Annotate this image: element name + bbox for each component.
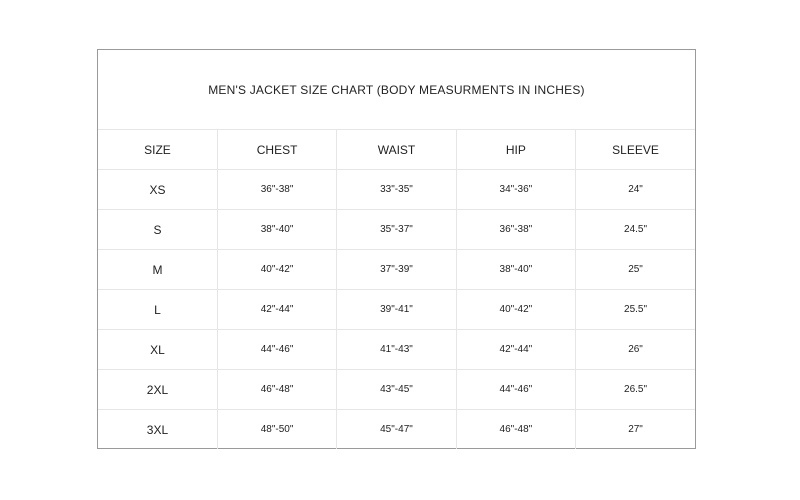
chest-cell: 40"-42" (217, 250, 336, 290)
table-row (98, 290, 695, 330)
sleeve-cell: 26.5" (576, 370, 695, 410)
sleeve-cell: 26" (576, 330, 695, 370)
table-row (98, 170, 695, 210)
sleeve-cell: 24" (576, 170, 695, 210)
sleeve-cell: 24.5" (576, 210, 695, 250)
waist-cell: 43"-45" (337, 370, 456, 410)
column-header-sleeve: SLEEVE (576, 130, 695, 170)
chest-cell: 36"-38" (217, 170, 336, 210)
size-chart (97, 49, 696, 449)
waist-cell: 41"-43" (337, 330, 456, 370)
hip-cell: 38"-40" (456, 250, 575, 290)
size-cell: XS (98, 170, 217, 210)
table-row (98, 410, 695, 450)
size-table (98, 130, 695, 449)
sleeve-cell: 25" (576, 250, 695, 290)
hip-cell: 42"-44" (456, 330, 575, 370)
size-cell: M (98, 250, 217, 290)
column-header-size: SIZE (98, 130, 217, 170)
sleeve-cell: 27" (628, 424, 643, 435)
size-cell: 2XL (98, 370, 217, 410)
table-row (98, 210, 695, 250)
chest-cell: 38"-40" (217, 210, 336, 250)
column-header-waist: WAIST (337, 130, 456, 170)
size-cell: 3XL (98, 410, 217, 450)
chest-cell: 42"-44" (217, 290, 336, 330)
column-header-hip: HIP (456, 130, 575, 170)
chest-cell: 44"-46" (217, 330, 336, 370)
hip-cell: 36"-38" (456, 210, 575, 250)
table-row (98, 250, 695, 290)
waist-cell: 37"-39" (337, 250, 456, 290)
waist-cell: 39"-41" (337, 290, 456, 330)
hip-cell: 46"-48" (456, 410, 575, 450)
hip-cell: 34"-36" (456, 170, 575, 210)
chest-cell: 48"-50" (217, 410, 336, 450)
sleeve-cell: 25.5" (576, 290, 695, 330)
chart-title: MEN'S JACKET SIZE CHART (BODY MEASURMENTS IN INCHES) (98, 50, 695, 130)
size-cell: XL (98, 330, 217, 370)
table-row (98, 330, 695, 370)
chest-cell: 46"-48" (217, 370, 336, 410)
hip-cell: 40"-42" (456, 290, 575, 330)
size-cell: L (98, 290, 217, 330)
table-row (98, 370, 695, 410)
size-cell: S (98, 210, 217, 250)
hip-cell: 44"-46" (456, 370, 575, 410)
waist-cell: 35"-37" (337, 210, 456, 250)
waist-cell: 45"-47" (337, 410, 456, 450)
column-header-chest: CHEST (217, 130, 336, 170)
waist-cell: 33"-35" (337, 170, 456, 210)
table-header-row (98, 130, 695, 170)
